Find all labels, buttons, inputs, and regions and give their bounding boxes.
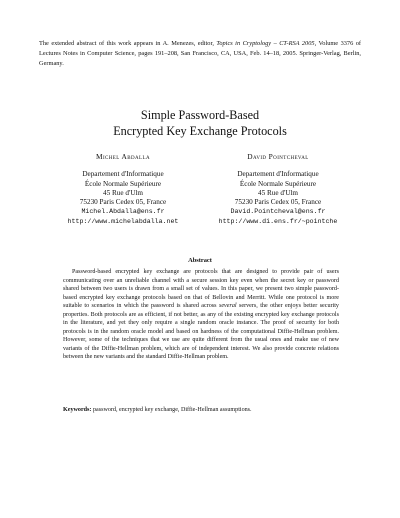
title-line-1: Simple Password-Based <box>140 108 260 122</box>
author-department: Departement d'Informatique <box>237 170 319 179</box>
author-name: Michel Abdalla <box>96 152 150 161</box>
abstract-heading: Abstract <box>188 257 212 264</box>
author-department: Departement d'Informatique <box>82 170 164 179</box>
author-email[interactable]: David.Pointcheval@ens.fr <box>230 208 326 216</box>
author-url[interactable]: http://www.di.ens.fr/~pointche <box>218 217 338 225</box>
note-suffix: , Volume 3376 of Lectures Notes in Computer Science, pages 191–208, San Francisco, CA, USA, Feb. 14–18, 2005. Springer-Verlag, Berlin, Germany. <box>39 40 361 68</box>
author-url[interactable]: http://www.michelabdalla.net <box>67 217 179 225</box>
author-city: 75230 Paris Cedex 05, France <box>79 198 167 207</box>
note-venue: Topics in Cryptology – CT-RSA 2005 <box>216 40 315 47</box>
title-line-2: Encrypted Key Exchange Protocols <box>113 123 287 138</box>
abstract-body <box>63 268 339 362</box>
author-street: 45 Rue d'Ulm <box>257 188 299 197</box>
author-street: 45 Rue d'Ulm <box>102 188 144 197</box>
publication-note <box>39 39 361 69</box>
abstract-text-2: servers, the other enjoys better security properties. Both protocols are as efficient, if not better, as any of the existing encrypted key exchange protocols in the literature, and yet they only require a single random oracle instance. The proof of security for both protocols is in the random oracle model and based on hardness of the computational Diffie-Hellman problem. However, some of the techniques that we use are quite different from the usual ones and make use of new variants of the Diffie-Hellman problem, which are of independent interest. We also provide concrete relations between the new variants and the standard Diffie-Hellman problem. <box>63 303 339 361</box>
keywords-line <box>63 406 339 415</box>
keywords-label: Keywords: <box>63 407 92 413</box>
paper-title <box>0 108 400 139</box>
keywords-text: password, encrypted key exchange, Diffie-Hellman assumptions. <box>91 407 252 413</box>
abstract-emphasis: several <box>218 303 237 310</box>
author-block-pointcheval <box>203 152 353 226</box>
author-email[interactable]: Michel.Abdalla@ens.fr <box>81 208 165 216</box>
author-block-abdalla <box>48 152 198 226</box>
note-prefix: The extended abstract of this work appears in A. Menezes, editor, <box>39 40 217 47</box>
author-city: 75230 Paris Cedex 05, France <box>234 198 322 207</box>
author-school: École Normale Supérieure <box>239 179 317 188</box>
abstract-text-1: Password-based encrypted key exchange are protocols that are designed to provide pair of users communicating over an unreliable channel with a secure session key even when the secret key or password shared between two users is drawn from a small set of values. In this paper, we present two simple password-based encrypted key exchange protocols based on that of Bellovin and Merritt. While one protocol is more suitable to scenarios in which the password is shared across <box>63 269 339 310</box>
author-name: David Pointcheval <box>247 152 309 161</box>
author-school: École Normale Supérieure <box>84 179 162 188</box>
